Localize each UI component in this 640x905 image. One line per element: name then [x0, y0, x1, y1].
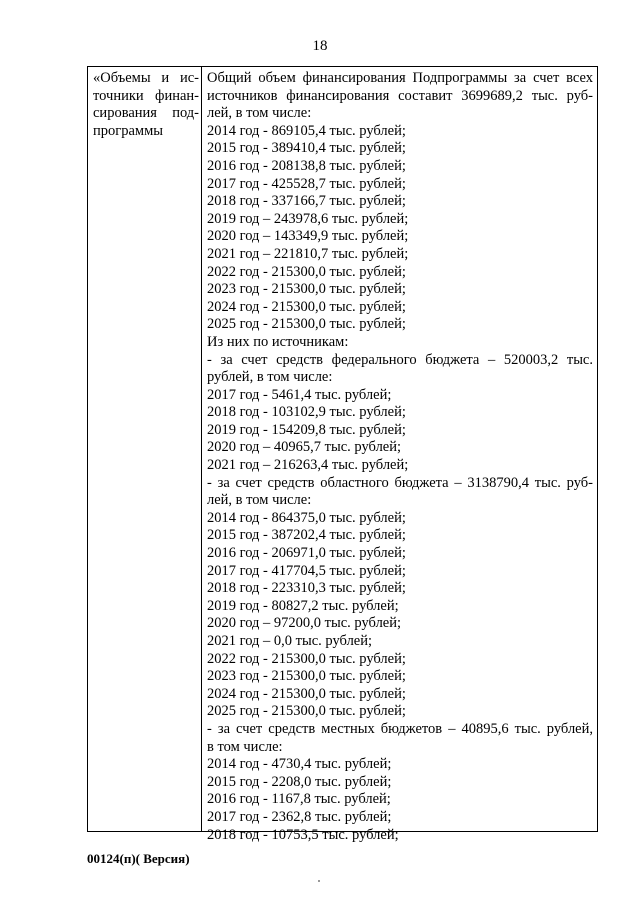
content-line: - за счет средств местных бюджетов – 40895,6 тыс. рублей, [207, 720, 593, 737]
content-line: 2021 год – 0,0 тыс. рублей; [207, 633, 373, 649]
page-number: 18 [312, 38, 328, 54]
label-line: «Объемы и ис- [93, 70, 199, 86]
content-line: - за счет средств федерального бюджета – 520003,2 тыс. [207, 351, 593, 368]
content-line: 2017 год - 2362,8 тыс. рублей; [207, 808, 392, 825]
content-line: 2017 год - 417704,5 тыс. рублей; [207, 562, 406, 579]
label-line: сирования под- [93, 105, 199, 122]
content-line: 2025 год - 215300,0 тыс. рублей; [207, 316, 406, 333]
table-label-cell [88, 67, 202, 831]
content-line: в том числе: [207, 738, 283, 755]
content-line: 2017 год - 5461,4 тыс. рублей; [207, 386, 392, 403]
content-line: 2014 год - 4730,4 тыс. рублей; [207, 756, 392, 773]
content-line: 2018 год - 223310,3 тыс. рублей; [207, 580, 406, 597]
document-code: 00124(п)( Версия) [87, 851, 190, 866]
content-line: 2014 год - 869105,4 тыс. рублей; [207, 122, 406, 139]
content-line: 2015 год - 389410,4 тыс. рублей; [207, 140, 406, 157]
content-line: 2023 год - 215300,0 тыс. рублей; [207, 668, 406, 685]
content-line: 2016 год - 1167,8 тыс. рублей; [207, 791, 391, 808]
content-line: 2016 год - 206971,0 тыс. рублей; [207, 545, 406, 562]
content-line: Из них по источникам: [207, 333, 349, 350]
content-line: Общий объем финансирования Подпрограммы за счет всех [207, 70, 593, 86]
funding-table [87, 66, 598, 843]
content-line: 2023 год - 215300,0 тыс. рублей; [207, 281, 406, 298]
content-line: 2024 год - 215300,0 тыс. рублей; [207, 298, 406, 315]
content-line: 2019 год - 154209,8 тыс. рублей; [207, 421, 406, 438]
content-line: 2014 год - 864375,0 тыс. рублей; [207, 509, 406, 526]
content-line: 2018 год - 10753,5 тыс. рублей; [207, 826, 399, 843]
content-line: - за счет средств областного бюджета – 3138790,4 тыс. руб- [207, 474, 593, 491]
content-line: 2022 год - 215300,0 тыс. рублей; [207, 263, 406, 280]
content-line: лей, в том числе: [207, 105, 312, 122]
table-content-cell [202, 67, 597, 843]
content-line: 2018 год - 103102,9 тыс. рублей; [207, 404, 406, 421]
content-line: 2022 год - 215300,0 тыс. рублей; [207, 650, 406, 667]
content-line: 2025 год - 215300,0 тыс. рублей; [207, 703, 406, 720]
content-line: источников финансирования составит 3699689,2 тыс. руб- [207, 87, 593, 104]
content-line: лей, в том числе: [207, 492, 312, 509]
label-line: программы [93, 122, 163, 139]
content-line: 2019 год – 243978,6 тыс. рублей; [207, 210, 409, 227]
content-line: 2015 год - 387202,4 тыс. рублей; [207, 527, 406, 544]
scan-speck [318, 880, 320, 882]
content-line: рублей, в том числе: [207, 369, 333, 386]
content-line: 2019 год - 80827,2 тыс. рублей; [207, 597, 399, 614]
content-line: 2021 год – 221810,7 тыс. рублей; [207, 245, 409, 262]
content-line: 2021 год – 216263,4 тыс. рублей; [207, 457, 409, 474]
content-line: 2024 год - 215300,0 тыс. рублей; [207, 685, 406, 702]
content-line: 2017 год - 425528,7 тыс. рублей; [207, 175, 406, 192]
content-line: 2020 год – 40965,7 тыс. рублей; [207, 439, 402, 456]
content-line: 2020 год – 97200,0 тыс. рублей; [207, 615, 402, 632]
label-line: точники финан- [93, 87, 199, 104]
content-line: 2015 год - 2208,0 тыс. рублей; [207, 773, 392, 790]
content-line: 2018 год - 337166,7 тыс. рублей; [207, 193, 406, 210]
content-line: 2020 год – 143349,9 тыс. рублей; [207, 228, 409, 245]
content-line: 2016 год - 208138,8 тыс. рублей; [207, 157, 406, 174]
